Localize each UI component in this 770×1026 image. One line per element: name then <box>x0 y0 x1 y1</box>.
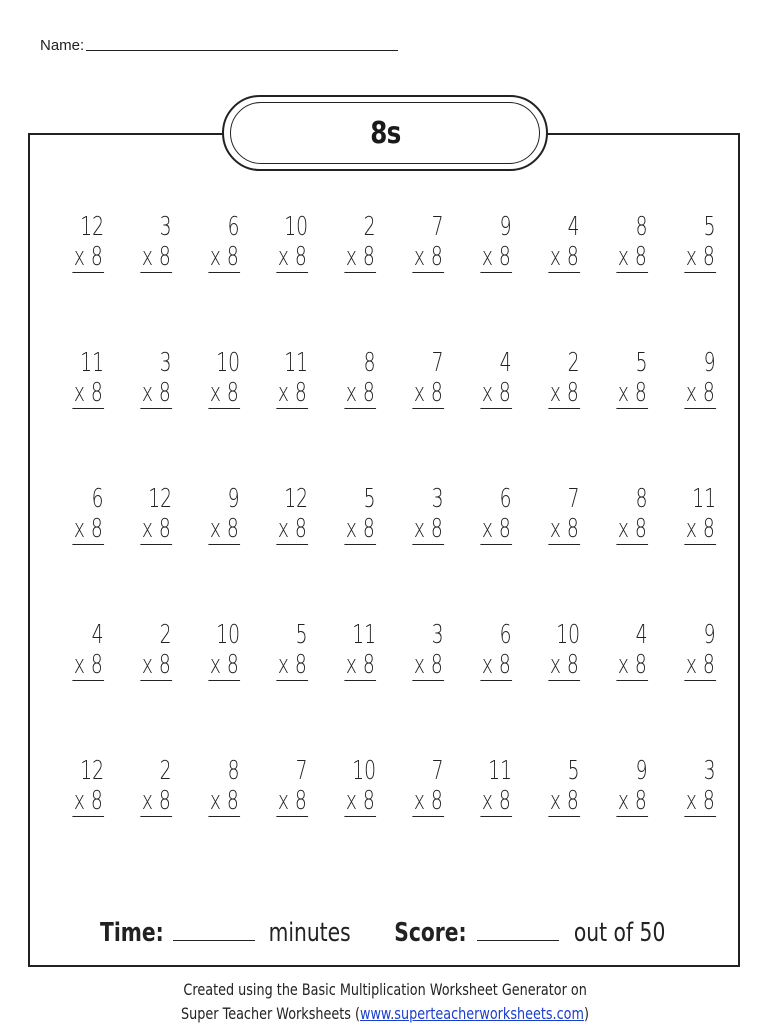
score-blank[interactable] <box>477 939 559 941</box>
problem <box>594 480 662 616</box>
multiply-sign: x <box>481 242 493 272</box>
multiplier <box>684 378 716 408</box>
multiplier <box>72 378 104 408</box>
top-number: 11 <box>488 756 512 786</box>
top-number: 8 <box>228 756 240 786</box>
top-number: 11 <box>284 348 308 378</box>
multiplier <box>344 786 376 816</box>
multiply-sign: x <box>277 378 289 408</box>
problem <box>526 752 594 888</box>
multiplier-value: 8 <box>702 378 715 408</box>
problem <box>594 752 662 888</box>
multiplier-value: 8 <box>90 242 103 272</box>
multiplier-value: 8 <box>702 242 715 272</box>
multiply-sign: x <box>549 378 561 408</box>
multiply-sign: x <box>549 242 561 272</box>
top-number: 4 <box>92 620 104 650</box>
multiplier <box>548 650 580 680</box>
top-number: 6 <box>228 212 240 242</box>
top-number: 6 <box>500 620 512 650</box>
multiplier-value: 8 <box>158 786 171 816</box>
top-number: 9 <box>228 484 240 514</box>
problem <box>390 344 458 480</box>
multiplier <box>412 514 444 544</box>
multiply-sign: x <box>73 378 85 408</box>
problem <box>50 752 118 888</box>
problem <box>458 616 526 752</box>
top-number: 10 <box>556 620 580 650</box>
problem <box>118 752 186 888</box>
problem <box>526 208 594 344</box>
top-number: 2 <box>364 212 376 242</box>
multiplier <box>616 514 648 544</box>
multiplier-value: 8 <box>90 378 103 408</box>
credit-footer <box>0 978 770 1026</box>
top-number: 5 <box>364 484 376 514</box>
credit-line-1: Created using the Basic Multiplication Worksheet Generator on <box>183 980 587 999</box>
multiplier <box>616 378 648 408</box>
problem <box>458 480 526 616</box>
multiplier-value: 8 <box>158 242 171 272</box>
multiplier <box>412 650 444 680</box>
top-number: 3 <box>704 756 716 786</box>
top-number: 3 <box>432 620 444 650</box>
multiplier <box>616 650 648 680</box>
problem-grid <box>50 208 730 888</box>
problem <box>254 480 322 616</box>
top-number: 5 <box>568 756 580 786</box>
multiplier-value: 8 <box>702 514 715 544</box>
top-number: 6 <box>92 484 104 514</box>
multiplier <box>276 514 308 544</box>
multiply-sign: x <box>617 650 629 680</box>
multiply-sign: x <box>685 242 697 272</box>
problem <box>390 208 458 344</box>
problem <box>118 480 186 616</box>
problem <box>50 616 118 752</box>
multiply-sign: x <box>345 242 357 272</box>
multiplier-value: 8 <box>90 786 103 816</box>
multiply-sign: x <box>73 650 85 680</box>
top-number: 2 <box>160 620 172 650</box>
problem <box>594 616 662 752</box>
multiplier <box>480 378 512 408</box>
multiplier-value: 8 <box>294 514 307 544</box>
multiplier <box>208 514 240 544</box>
problem-row <box>50 344 730 480</box>
multiply-sign: x <box>345 378 357 408</box>
top-number: 9 <box>704 620 716 650</box>
problem <box>662 480 730 616</box>
title-tab <box>230 102 540 164</box>
multiply-sign: x <box>277 514 289 544</box>
multiply-sign: x <box>413 650 425 680</box>
multiplier-value: 8 <box>294 242 307 272</box>
multiplier <box>412 786 444 816</box>
problem <box>186 480 254 616</box>
multiplier-value: 8 <box>90 650 103 680</box>
name-label: Name: <box>40 37 85 54</box>
time-blank[interactable] <box>173 939 255 941</box>
multiplier-value: 8 <box>294 378 307 408</box>
time-label: Time: <box>100 918 165 948</box>
multiplier-value: 8 <box>498 242 511 272</box>
problem <box>50 480 118 616</box>
multiplier <box>480 242 512 272</box>
problem <box>322 480 390 616</box>
multiply-sign: x <box>617 242 629 272</box>
multiplier-value: 8 <box>430 378 443 408</box>
multiplier <box>480 786 512 816</box>
multiplier-value: 8 <box>702 650 715 680</box>
multiply-sign: x <box>413 242 425 272</box>
multiply-sign: x <box>141 650 153 680</box>
multiplier <box>140 378 172 408</box>
top-number: 8 <box>636 212 648 242</box>
multiplier <box>140 514 172 544</box>
multiplier <box>616 786 648 816</box>
multiplier <box>548 242 580 272</box>
multiplier <box>208 786 240 816</box>
credit-line-2 <box>181 1002 589 1026</box>
multiplier-value: 8 <box>566 786 579 816</box>
multiply-sign: x <box>617 378 629 408</box>
multiplier-value: 8 <box>634 514 647 544</box>
multiplier-value: 8 <box>158 378 171 408</box>
multiply-sign: x <box>141 378 153 408</box>
multiply-sign: x <box>277 650 289 680</box>
multiply-sign: x <box>617 514 629 544</box>
multiplier-value: 8 <box>158 650 171 680</box>
credit-link[interactable]: www.superteacherworksheets.com <box>359 1004 584 1023</box>
multiply-sign: x <box>685 786 697 816</box>
multiply-sign: x <box>685 514 697 544</box>
multiplier <box>208 378 240 408</box>
multiply-sign: x <box>277 786 289 816</box>
top-number: 4 <box>636 620 648 650</box>
multiplier-value: 8 <box>430 514 443 544</box>
multiplier <box>480 650 512 680</box>
problem <box>322 344 390 480</box>
multiplier <box>684 242 716 272</box>
multiplier <box>276 650 308 680</box>
problem <box>662 616 730 752</box>
top-number: 11 <box>352 620 376 650</box>
multiply-sign: x <box>209 378 221 408</box>
multiplier-value: 8 <box>362 650 375 680</box>
multiplier <box>616 242 648 272</box>
top-number: 2 <box>568 348 580 378</box>
multiply-sign: x <box>413 378 425 408</box>
multiply-sign: x <box>73 514 85 544</box>
problem <box>254 616 322 752</box>
multiply-sign: x <box>481 378 493 408</box>
multiplier-value: 8 <box>566 514 579 544</box>
multiplier-value: 8 <box>566 650 579 680</box>
multiplier-value: 8 <box>498 378 511 408</box>
problem <box>118 616 186 752</box>
problem <box>390 616 458 752</box>
multiplier <box>684 786 716 816</box>
credit-prefix: Super Teacher Worksheets ( <box>181 1004 360 1023</box>
top-number: 11 <box>692 484 716 514</box>
multiplier <box>72 514 104 544</box>
multiplier <box>208 242 240 272</box>
multiplier-value: 8 <box>498 786 511 816</box>
top-number: 12 <box>80 212 104 242</box>
minutes-label: minutes <box>268 918 351 948</box>
top-number: 3 <box>160 212 172 242</box>
problem <box>186 344 254 480</box>
top-number: 2 <box>160 756 172 786</box>
multiplier <box>548 514 580 544</box>
multiplier-value: 8 <box>634 650 647 680</box>
problem <box>118 208 186 344</box>
top-number: 11 <box>80 348 104 378</box>
multiplier <box>208 650 240 680</box>
problem <box>50 344 118 480</box>
multiply-sign: x <box>209 242 221 272</box>
top-number: 9 <box>636 756 648 786</box>
multiplier <box>72 786 104 816</box>
top-number: 10 <box>352 756 376 786</box>
multiplier-value: 8 <box>498 650 511 680</box>
top-number: 8 <box>636 484 648 514</box>
problem <box>594 344 662 480</box>
multiply-sign: x <box>685 650 697 680</box>
multiply-sign: x <box>209 786 221 816</box>
multiplier-value: 8 <box>226 786 239 816</box>
top-number: 9 <box>500 212 512 242</box>
multiply-sign: x <box>413 514 425 544</box>
problem <box>662 208 730 344</box>
problem <box>390 480 458 616</box>
problem <box>322 616 390 752</box>
multiplier-value: 8 <box>294 650 307 680</box>
multiplier <box>684 650 716 680</box>
top-number: 10 <box>284 212 308 242</box>
multiply-sign: x <box>685 378 697 408</box>
problem <box>254 344 322 480</box>
multiplier-value: 8 <box>498 514 511 544</box>
multiplier-value: 8 <box>362 378 375 408</box>
credit-suffix: ) <box>583 1004 589 1023</box>
multiplier <box>344 378 376 408</box>
multiply-sign: x <box>617 786 629 816</box>
name-field <box>40 30 398 54</box>
multiplier-value: 8 <box>430 650 443 680</box>
multiply-sign: x <box>345 650 357 680</box>
out-of-label: out of 50 <box>574 918 666 948</box>
top-number: 9 <box>704 348 716 378</box>
multiplier <box>72 242 104 272</box>
top-number: 7 <box>432 756 444 786</box>
score-label: Score: <box>394 918 468 948</box>
multiplier <box>140 242 172 272</box>
problem <box>50 208 118 344</box>
top-number: 7 <box>296 756 308 786</box>
problem <box>458 752 526 888</box>
multiply-sign: x <box>209 514 221 544</box>
multiplier-value: 8 <box>362 514 375 544</box>
multiplier <box>344 650 376 680</box>
top-number: 4 <box>568 212 580 242</box>
multiplier <box>72 650 104 680</box>
multiply-sign: x <box>141 786 153 816</box>
top-number: 7 <box>432 348 444 378</box>
multiply-sign: x <box>549 650 561 680</box>
problem <box>662 344 730 480</box>
multiplier <box>684 514 716 544</box>
multiplier-value: 8 <box>226 650 239 680</box>
top-number: 5 <box>636 348 648 378</box>
multiplier-value: 8 <box>226 514 239 544</box>
multiplier-value: 8 <box>430 242 443 272</box>
top-number: 5 <box>704 212 716 242</box>
multiply-sign: x <box>277 242 289 272</box>
footer-score-row <box>0 918 770 948</box>
top-number: 7 <box>432 212 444 242</box>
top-number: 7 <box>568 484 580 514</box>
top-number: 3 <box>160 348 172 378</box>
multiplier <box>276 378 308 408</box>
problem <box>458 344 526 480</box>
multiplier-value: 8 <box>566 378 579 408</box>
multiplier-value: 8 <box>634 786 647 816</box>
multiplier <box>344 514 376 544</box>
problem-row <box>50 752 730 888</box>
multiplier <box>276 786 308 816</box>
worksheet-title: 8s <box>369 115 401 151</box>
problem <box>526 616 594 752</box>
problem <box>186 752 254 888</box>
top-number: 12 <box>80 756 104 786</box>
top-number: 12 <box>284 484 308 514</box>
problem <box>254 208 322 344</box>
multiply-sign: x <box>549 786 561 816</box>
multiplier <box>548 786 580 816</box>
problem <box>322 752 390 888</box>
multiplier-value: 8 <box>362 242 375 272</box>
multiplier-value: 8 <box>362 786 375 816</box>
multiplier-value: 8 <box>90 514 103 544</box>
multiplier <box>140 650 172 680</box>
problem <box>594 208 662 344</box>
multiply-sign: x <box>73 242 85 272</box>
multiply-sign: x <box>209 650 221 680</box>
multiply-sign: x <box>549 514 561 544</box>
top-number: 4 <box>500 348 512 378</box>
multiply-sign: x <box>481 786 493 816</box>
multiply-sign: x <box>481 514 493 544</box>
multiplier <box>480 514 512 544</box>
multiplier-value: 8 <box>430 786 443 816</box>
problem-row <box>50 208 730 344</box>
multiplier-value: 8 <box>294 786 307 816</box>
problem-row <box>50 480 730 616</box>
multiply-sign: x <box>73 786 85 816</box>
problem <box>322 208 390 344</box>
problem-row <box>50 616 730 752</box>
multiplier-value: 8 <box>634 242 647 272</box>
top-number: 5 <box>296 620 308 650</box>
problem <box>526 480 594 616</box>
multiply-sign: x <box>345 786 357 816</box>
problem <box>118 344 186 480</box>
multiplier-value: 8 <box>226 378 239 408</box>
name-input-line[interactable] <box>86 49 398 51</box>
problem <box>254 752 322 888</box>
multiplier <box>548 378 580 408</box>
multiplier <box>344 242 376 272</box>
multiplier <box>412 378 444 408</box>
multiplier-value: 8 <box>702 786 715 816</box>
problem <box>186 616 254 752</box>
multiplier-value: 8 <box>634 378 647 408</box>
top-number: 8 <box>364 348 376 378</box>
top-number: 6 <box>500 484 512 514</box>
problem <box>458 208 526 344</box>
multiplier <box>276 242 308 272</box>
multiplier <box>140 786 172 816</box>
problem <box>526 344 594 480</box>
multiplier-value: 8 <box>158 514 171 544</box>
top-number: 10 <box>216 620 240 650</box>
multiply-sign: x <box>345 514 357 544</box>
problem <box>186 208 254 344</box>
multiply-sign: x <box>413 786 425 816</box>
multiplier-value: 8 <box>226 242 239 272</box>
top-number: 3 <box>432 484 444 514</box>
problem <box>662 752 730 888</box>
multiply-sign: x <box>481 650 493 680</box>
multiplier-value: 8 <box>566 242 579 272</box>
multiply-sign: x <box>141 514 153 544</box>
multiplier <box>412 242 444 272</box>
top-number: 12 <box>148 484 172 514</box>
top-number: 10 <box>216 348 240 378</box>
problem <box>390 752 458 888</box>
multiply-sign: x <box>141 242 153 272</box>
